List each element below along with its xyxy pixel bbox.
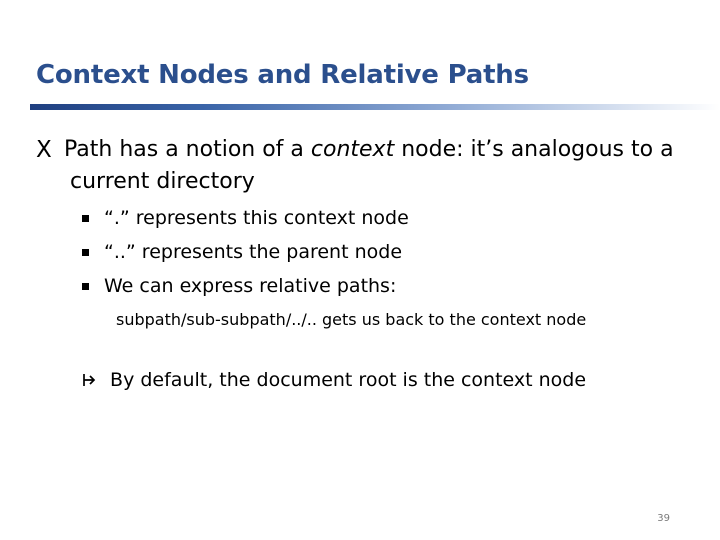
main-point-text-after: node: it’s analogous to a current directory	[70, 137, 674, 194]
sub-point-list	[82, 204, 682, 306]
sub-point-text: “.” represents this context node	[104, 207, 409, 229]
sub-point	[82, 238, 682, 272]
default-point	[82, 366, 586, 394]
main-point-text-before: Path has a notion of a	[64, 137, 311, 162]
sub-point	[82, 204, 682, 238]
square-bullet-icon	[82, 283, 89, 290]
slide-title: Context Nodes and Relative Paths	[36, 60, 529, 90]
sub-point-text: “..” represents the parent node	[104, 241, 403, 263]
main-point	[36, 134, 696, 198]
sub-point	[82, 272, 682, 306]
arrow-bullet-icon	[82, 373, 96, 387]
code-example: subpath/sub-subpath/../.. gets us back to the context node	[116, 310, 587, 329]
main-point-marker: X	[36, 137, 52, 163]
page-number: 39	[657, 513, 670, 524]
square-bullet-icon	[82, 249, 89, 256]
default-point-text: By default, the document root is the context node	[110, 369, 587, 391]
sub-point-text: We can express relative paths:	[104, 275, 397, 297]
square-bullet-icon	[82, 215, 89, 222]
main-point-emphasis: context	[310, 137, 395, 162]
main-point-text	[36, 134, 696, 198]
title-underline	[30, 104, 720, 110]
